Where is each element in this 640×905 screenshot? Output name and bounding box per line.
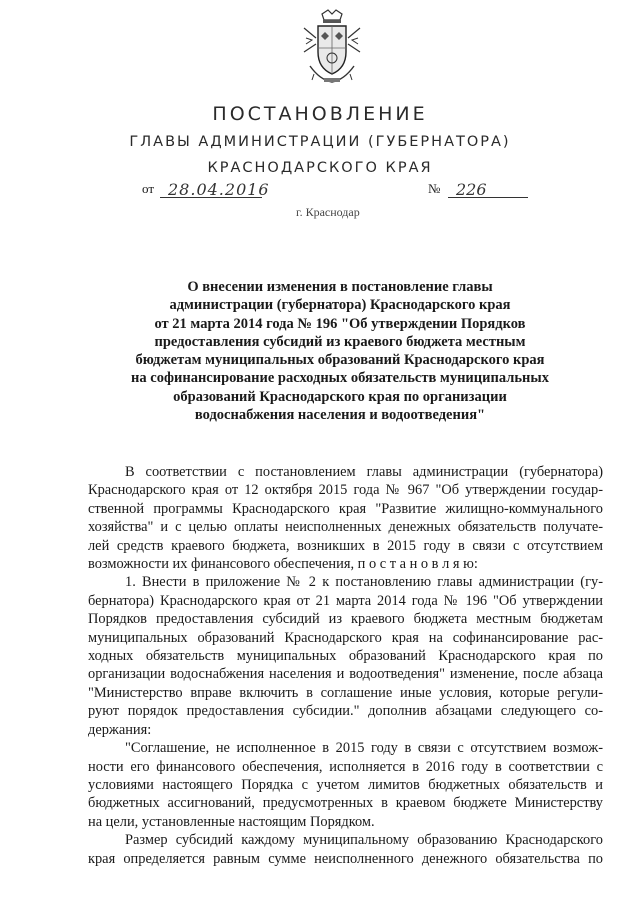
body-line: держания: <box>88 721 152 738</box>
body-line: ственной программы Краснодарского края "Развитие жилищно-коммунального <box>88 500 603 517</box>
body-line: В соответствии с постановлением главы администрации (губернатора) <box>125 464 603 480</box>
body-line: бернатора) Краснодарского края от 21 марта 2014 года № 196 "Об утверждении <box>88 592 603 609</box>
body-line: хозяйства" и с целью оплаты неисполненных денежных обязательств получате- <box>88 519 603 536</box>
body-line: Размер субсидий каждому муниципальному образованию Краснодарского <box>125 832 603 849</box>
body-line: условиями настоящего Порядка с учетом лимитов бюджетных обязательств и <box>88 776 603 793</box>
body-line: возможности их финансового обеспечения, п о с т а н о в л я ю: <box>88 556 478 573</box>
body-line: муниципальных образований Краснодарского края на софинансирование рас- <box>88 629 603 646</box>
body-line: организации водоснабжения населения и водоотведения" изменение, после абзаца <box>88 666 603 683</box>
handwritten-number: 226 <box>456 180 487 199</box>
issuer-heading-line1: ГЛАВЫ АДМИНИСТРАЦИИ (ГУБЕРНАТОРА) <box>129 134 511 150</box>
body-line: Порядков предоставления субсидий из краевого бюджета местным бюджетам <box>88 611 603 628</box>
title-line: водоснабжения населения и водоотведения" <box>194 407 486 424</box>
number-label: № <box>428 181 441 196</box>
document-type-heading: ПОСТАНОВЛЕНИЕ <box>212 103 428 125</box>
date-label: от <box>142 181 155 196</box>
krasnodar-coat-of-arms-icon <box>300 8 364 88</box>
body-line: "Соглашение, не исполненное в 2015 году в связи с отсутствием возмож- <box>125 740 603 757</box>
body-line: "Министерство вправе включить в соглашение иные условия, которые регули- <box>88 684 603 701</box>
title-line: бюджетам муниципальных образований Краснодарского края <box>135 352 545 369</box>
body-line: бюджетных ассигнований, предусмотренных в краевом бюджете Министерству <box>88 795 603 812</box>
body-line: ности его финансового обеспечения, исполняется в 2016 году в соответствии с <box>88 758 603 775</box>
body-line: Краснодарского края от 12 октября 2015 года № 967 "Об утверждении государ- <box>88 482 603 499</box>
body-line: руют порядок предоставления субсидии." дополнив абзацами следующего со- <box>88 703 603 720</box>
title-line: образований Краснодарского края по организации <box>173 388 507 405</box>
title-line: от 21 марта 2014 года № 196 "Об утверждении Порядков <box>154 315 526 332</box>
title-line: администрации (губернатора) Краснодарского края <box>169 297 511 314</box>
title-line: на софинансирование расходных обязательств муниципальных <box>131 370 549 387</box>
title-line: О внесении изменения в постановление главы <box>187 279 493 295</box>
body-line: 1. Внести в приложение № 2 к постановлению главы администрации (гу- <box>125 574 603 591</box>
issuer-heading-line2: КРАСНОДАРСКОГО КРАЯ <box>207 160 433 176</box>
body-line: на цели, установленные настоящим Порядком. <box>88 813 375 830</box>
body-line: края определяется равным сумме неисполненного денежного обязательства по <box>88 850 603 867</box>
body-line: лей средств краевого бюджета, возникших в 2015 году в связи с отсутствием <box>88 537 603 554</box>
handwritten-date: 28.04.2016 <box>168 180 270 199</box>
document-title <box>130 278 550 424</box>
body-line: ходных обязательств муниципальных образований Краснодарского края по <box>88 648 603 665</box>
title-line: предоставления субсидий из краевого бюджета местным <box>154 333 526 350</box>
city-label: г. Краснодар <box>296 205 360 219</box>
document-body <box>88 463 603 868</box>
